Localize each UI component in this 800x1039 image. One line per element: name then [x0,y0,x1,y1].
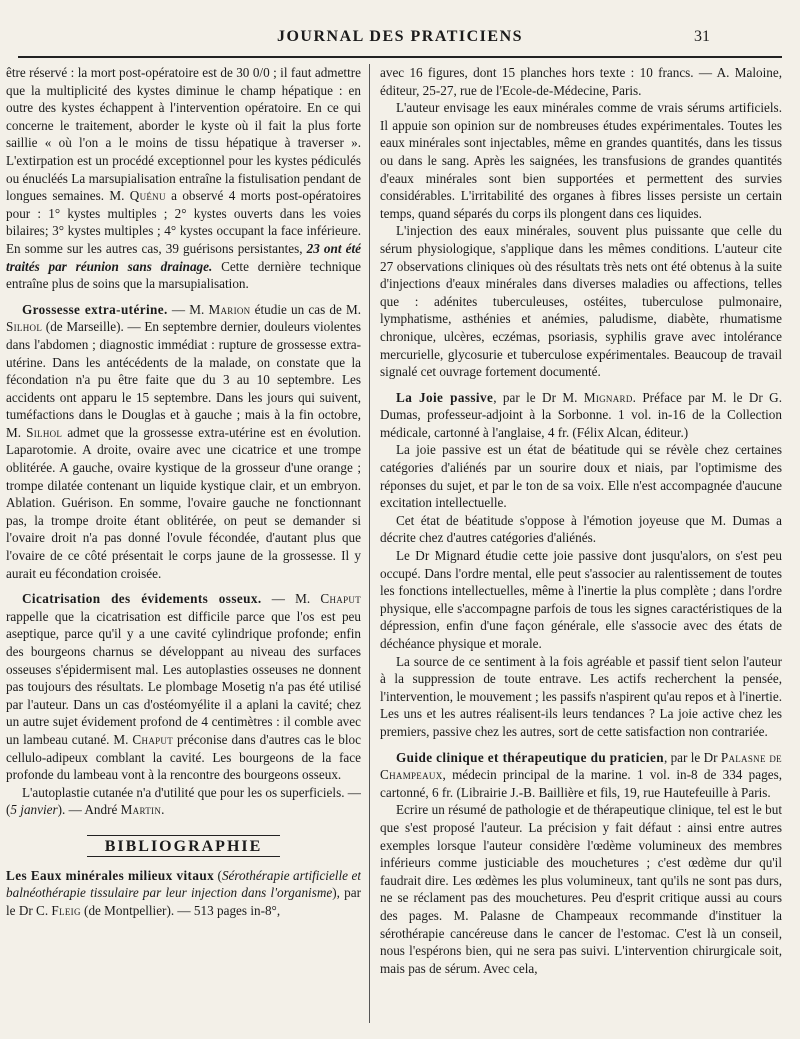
paragraph: La joie passive est un état de béatitude qui se révèle chez certaines catégories d'aliénés par un sourire doux et niais, par l'optimisme des réponses du sujet, et par le ton de sa voix. Elle n'est accompagnée d'aucune excitation intellectuelle. [380,442,782,511]
entry-grossesse: Grossesse extra-utérine. — M. Marion étudie un cas de M. Silhol (de Marseille). — En septembre dernier, douleurs violentes dans l'abdomen ; diagnostic immédiat : rupture de grossesse extra-utérine. Dans les antécédents de la malade, on constate que la fécondation n'a pu être faite que du 3 au 10 septembre. Les accidents ont apparu le 15 septembre. Dans les jours qui suivent, tuméfactions dans le Douglas et à gauche ; mais à la fin octobre, M. Silhol admet que la grossesse extra-utérine est en évolution. Laparotomie. A droite, ovaire avec une cicatrice et une trompe oblitérée. A gauche, ovaire kystique de la grosseur d'une orange ; trompe dilatée contenant un liquide kystique clair, et un embryon. Ablation. Guérison. En somme, l'ovaire gauche ne fonctionnant pas, la trompe droite étant oblitérée, on peut se demander si l'ovaire droit n'a pas donné l'ovule fécondée, d'autant plus que l'ovaire de ce côté présentait le corps jaune de la grossesse. Il y aurait eu fécondation croisée. [6,301,361,581]
page-number: 31 [694,28,710,45]
paragraph: Le Dr Mignard étudie cette joie passive dont jusqu'alors, on s'est peu occupé. Dans l'ordre mental, elle peut s'associer au ralentissement de toutes les fonctions intellectuelles, même à l'inertie la plus complète ; dans l'ordre physique, elle s'accompagne parfois de tous les signes caractéristiques de la dépression, enfin d'une façon générale, elle s'associe avec des états de déchéance physique et morale. [380,548,782,651]
entry-eaux-minerales: Les Eaux minérales milieux vitaux (Sérothérapie artificielle et balnéothérapie tissulaire par leur injection dans l'organisme), par le Dr C. Fleig (de Montpellier). — 513 pages in-8°, [6,867,361,918]
paragraph: Ecrire un résumé de pathologie et de thérapeutique clinique, tel est le but que s'est proposé l'auteur. La précision y fait défaut : ainsi entre autres exemples lorsque l'auteur considère l'œdème volumineux des membres inférieurs comme justiciable des mouchetures ; c'est œdème dur qu'il faudrait dire. Les œdèmes les plus volumineux, tant qu'ils ne sont pas durs, ne se réclament pas des mouchetures. Peu d'esprit critique aussi au cours des pages. M. Palasne de Champeaux recommande d'instituer la sérothérapie cancéreuse dans le cancer de l'estomac. C'est là un conseil, nous l'espérons bien, qui ne sera pas suivi. L'intervention chirurgicale soit, mais pas de sérum. Avec cela, [380,802,782,976]
right-column [380,64,782,1039]
header-rule [18,56,782,58]
entry-title: Les Eaux minérales milieux vitaux [6,867,215,883]
page-header [0,28,800,50]
paragraph: Cet état de béatitude s'oppose à l'émotion joyeuse que M. Dumas a décrite chez d'autres catégories d'aliénés. [380,512,782,546]
entry-title: Grossesse extra-utérine. [22,301,168,317]
entry-joie-passive: La Joie passive, par le Dr M. Mignard. Préface par M. le Dr G. Dumas, professeur-adjoint à la Sorbonne. 1 vol. in-16 de la Collection médicale, cartonné à l'anglaise, 4 fr. (Félix Alcan, éditeur.) [380,389,782,440]
paragraph: L'auteur envisage les eaux minérales comme de vrais sérums artificiels. Il appuie son opinion sur de nombreuses études expérimentales. Toutes les eaux minérales sont injectables, même en grandes quantités, dans les tissus ou dans le sang. Après les saignées, les transfusions de grandes quantités d'eaux minérales sont bien supportées et permettent des survies considérables. L'irritabilité des organes à fibres lisses persiste un certain temps, quand séparés du corps ils plongent dans ces liquides. [380,100,782,221]
paragraph: avec 16 figures, dont 15 planches hors texte : 10 francs. — A. Maloine, éditeur, 25-27, rue de l'Ecole-de-Médecine, Paris. [380,65,782,98]
entry-cicatrisation: Cicatrisation des évidements osseux. — M. Chaput rappelle que la cicatrisation est difficile parce que l'os est peu aseptique, parce qu'il y a une cavité cylindrique profonde; enfin des bourgeons charnus se développant au niveau des surfaces osseuses s'épidermisent mal. Les autoplasties osseuses ne donnent pas toujours des résultats. Le plombage Mosetig n'a pas été utilisé par l'auteur. Dans un cas d'ostéomyélite il a aplani la cavité; chez un autre sujet évidement profond de 4 centimètres : il comble avec un lambeau cutané. M. Chaput préconise dans d'autres cas le bloc cellulo-adipeux comblant la cavité. Les bourgeons de la face profonde du lambeau vont à la rencontre des bourgeons osseux. [6,591,361,783]
paragraph: La source de ce sentiment à la fois agréable et passif tient selon l'auteur à la suppression de toute entrave. Les actifs recherchent la pensée, l'intervention, le mouvement ; les passifs n'aspirent qu'au repos et à l'inertie. Les uns et les autres réalisent-ils leurs tendances ? La joie active chez les premiers, passive chez les autres, sort de cette satisfaction non contrariée. [380,653,782,739]
running-title: JOURNAL DES PRATICIENS [276,28,524,45]
column-divider [369,64,370,1023]
entry-title: Guide clinique et thérapeutique du praticien [396,749,664,765]
paragraph: être réservé : la mort post-opératoire est de 30 0/0 ; il faut admettre que la multiplicité des kystes diminue le champ hépatique : en outre des kystes échappent à l'intervention opératoire. En ce qui concerne le traitement, aborder le kyste où il fait la plus forte saillie « où l'on a le moins de tissu hépatique à traverser ». L'extirpation est un procédé exceptionnel pour les kystes pédiculés ou énucléés La marsupialisation entraîne la fistulisation pendant de longues semaines. M. Quénu a observé 4 morts post-opératoires pour : 1° kystes multiples ; 2° kystes ouverts dans les voies bilaires; 3° kystes multiples ; 4° kystes occupant la face inférieure. En somme sur les autres cas, 39 guérisons persistantes, 23 ont été traités par réunion sans drainage. Cette dernière technique entraîne plus de soins que la marsupialisation. [6,65,361,292]
entry-title: La Joie passive [396,389,494,405]
entry-guide-clinique: Guide clinique et thérapeutique du praticien, par le Dr Palasne de Champeaux, médecin principal de la marine. 1 vol. in-8 de 334 pages, cartonné, 6 fr. (Librairie J.-B. Baillière et fils, 19, rue Hautefeuille à Paris. [380,749,782,800]
paragraph: L'injection des eaux minérales, souvent plus puissante que celle du sérum physiologique, s'applique dans les mêmes conditions. L'auteur cite 27 observations cliniques où des résultats très nets ont été obtenus à la suite d'injections d'eaux minérales dans diverses maladies ou affections, telles que : adénites tuberculeuses, ostéites, tuberculose pulmonaire, lymphatisme, asthénies et anémies, paludisme, diabète, rhumatisme chronique, ulcères, eczémas, psoriasis, syphilis grave avec intolérance mercurielle, glycosurie et tuberculose expérimentales. Beaucoup de travail signalé cet ouvrage fortement documenté. [380,223,782,380]
paragraph: L'autoplastie cutanée n'a d'utilité que pour les os superficiels. — (5 janvier). — André Martin. [6,784,361,818]
left-column [6,64,361,1039]
entry-title: Cicatrisation des évidements osseux. [22,591,262,607]
section-title: BIBLIOGRAPHIE [6,835,361,857]
